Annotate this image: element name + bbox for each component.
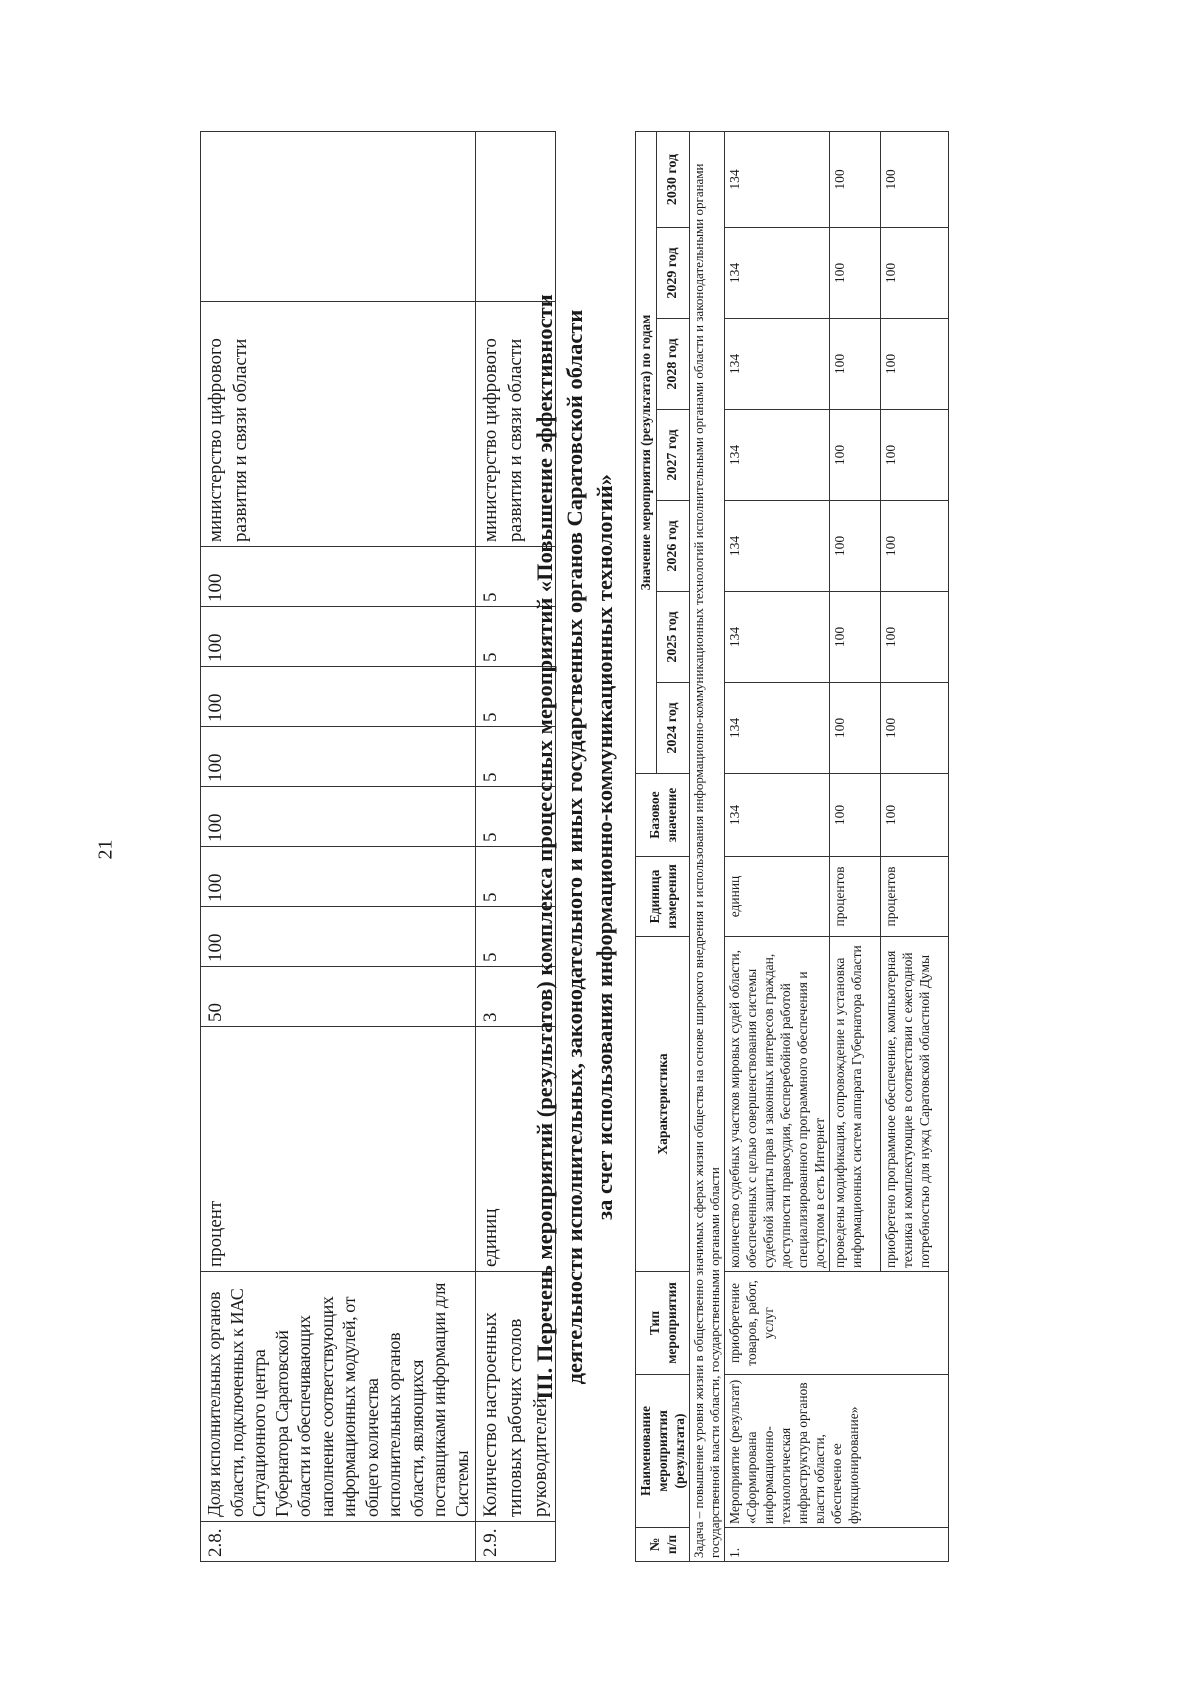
year-value: 100 <box>830 683 881 774</box>
header-year: 2024 год <box>656 683 689 774</box>
year-value: 134 <box>725 592 830 683</box>
characteristic-cell: приобретено программное обеспечение, компьютерная техника и комплектующие в соответствии с ежегодной потребностью для нужд Саратовской областной Думы <box>881 937 949 1272</box>
base-value: 100 <box>830 774 881 857</box>
value-cell: 100 <box>201 547 476 607</box>
heading-line: III. Перечень мероприятий (результатов) комплекса процессных мероприятий «Повышение эффективности <box>532 294 557 1400</box>
value-cell: 5 <box>476 847 556 907</box>
task-row <box>690 131 725 1561</box>
table-row <box>201 132 476 1562</box>
year-value: 100 <box>830 319 881 410</box>
year-value: 134 <box>725 683 830 774</box>
header-row <box>636 131 657 1561</box>
year-value: 100 <box>830 592 881 683</box>
row-number: 2.9. <box>476 1522 556 1562</box>
year-value: 100 <box>881 410 949 501</box>
measure-type: приобретение товаров, работ, услуг <box>725 1272 949 1375</box>
value-cell: 100 <box>201 847 476 907</box>
table-row <box>725 131 830 1561</box>
responsible-cell: министерство цифрового развития и связи области <box>201 302 476 547</box>
header-year: 2025 год <box>656 592 689 683</box>
header-num: № п/п <box>636 1528 690 1562</box>
heading-line: деятельности исполнительных, законодательного и иных государственных органов Саратовской области <box>562 309 587 1385</box>
header-unit: Единица измерения <box>636 857 690 937</box>
value-cell: 50 <box>201 967 476 1027</box>
header-year: 2027 год <box>656 410 689 501</box>
row-number: 1. <box>725 1528 949 1562</box>
unit-cell: процентов <box>881 857 949 937</box>
year-value: 100 <box>881 228 949 319</box>
value-cell: 100 <box>201 727 476 787</box>
indicators-table-continuation <box>200 131 556 1562</box>
header-year: 2030 год <box>656 131 689 227</box>
value-cell: 100 <box>201 787 476 847</box>
header-characteristic: Характеристика <box>636 937 690 1272</box>
base-value: 134 <box>725 774 830 857</box>
year-value: 100 <box>881 592 949 683</box>
year-value: 100 <box>881 683 949 774</box>
value-cell: 5 <box>476 547 556 607</box>
value-cell: 5 <box>476 787 556 847</box>
characteristic-cell: проведены модификация, сопровождение и установка информационных систем аппарата Губернатора области <box>830 937 881 1272</box>
base-value: 100 <box>881 774 949 857</box>
header-name: Наименование мероприятия (результата) <box>636 1375 690 1528</box>
year-value: 134 <box>725 319 830 410</box>
header-year: 2026 год <box>656 501 689 592</box>
header-type: Тип мероприятия <box>636 1272 690 1375</box>
value-cell: 5 <box>476 607 556 667</box>
section-heading <box>530 132 620 1562</box>
unit-cell: единиц <box>476 1027 556 1272</box>
year-value: 134 <box>725 228 830 319</box>
indicator-name: Количество настроенных типовых рабочих столов руководителей <box>476 1272 556 1522</box>
year-value: 100 <box>830 131 881 227</box>
year-value: 100 <box>830 410 881 501</box>
value-cell: 5 <box>476 727 556 787</box>
year-value: 100 <box>881 319 949 410</box>
value-cell: 100 <box>201 607 476 667</box>
year-value: 100 <box>881 131 949 227</box>
value-cell: 3 <box>476 967 556 1027</box>
characteristic-cell: количество судебных участков мировых судей области, обеспеченных с целью совершенствования системы судебной защиты прав и законных интересов граждан, доступности правосудия, бесперебойной работой специализированного программного обеспечения и доступом в сеть Интернет <box>725 937 830 1272</box>
heading-line: за счет использования информационно-коммуникационных технологий» <box>592 474 617 1220</box>
measures-table <box>635 131 949 1562</box>
unit-cell: процент <box>201 1027 476 1272</box>
unit-cell: процентов <box>830 857 881 937</box>
year-value: 134 <box>725 131 830 227</box>
year-value: 134 <box>725 410 830 501</box>
measure-name: Мероприятие (результат) «Сформирована информационно-технологическая инфраструктура органов власти области, обеспечено ее функционирование» <box>725 1375 949 1528</box>
year-value: 134 <box>725 501 830 592</box>
year-value: 100 <box>881 501 949 592</box>
unit-cell: единиц <box>725 857 830 937</box>
indicator-name: Доля исполнительных органов области, подключенных к ИАС Ситуационного центра Губернатора Саратовской области и обеспечивающих наполнение соответствующих информационных модулей, от общего количества исполнительных органов области, являющихся поставщиками информации для Системы <box>201 1272 476 1522</box>
header-year: 2028 год <box>656 319 689 410</box>
task-text: Задача – повышение уровня жизни в общественно значимых сферах жизни общества на основе широкого внедрения и использования информационно-коммуникационных технологий исполнительными органами области и законодательными органами государственной власти области, государственными органами области <box>690 131 725 1561</box>
page-number: 21 <box>94 839 117 860</box>
year-value: 100 <box>830 501 881 592</box>
rotated-content <box>200 132 932 1562</box>
header-base: Базовое значение <box>636 774 690 857</box>
value-cell: 5 <box>476 667 556 727</box>
year-value: 100 <box>830 228 881 319</box>
value-cell: 100 <box>201 667 476 727</box>
value-cell: 100 <box>201 907 476 967</box>
responsible-cell: министерство цифрового развития и связи области <box>476 302 556 547</box>
header-group: Значение мероприятия (результата) по годам <box>636 131 657 773</box>
row-number: 2.8. <box>201 1522 476 1562</box>
header-year: 2029 год <box>656 228 689 319</box>
empty-cell <box>201 132 476 302</box>
value-cell: 5 <box>476 907 556 967</box>
